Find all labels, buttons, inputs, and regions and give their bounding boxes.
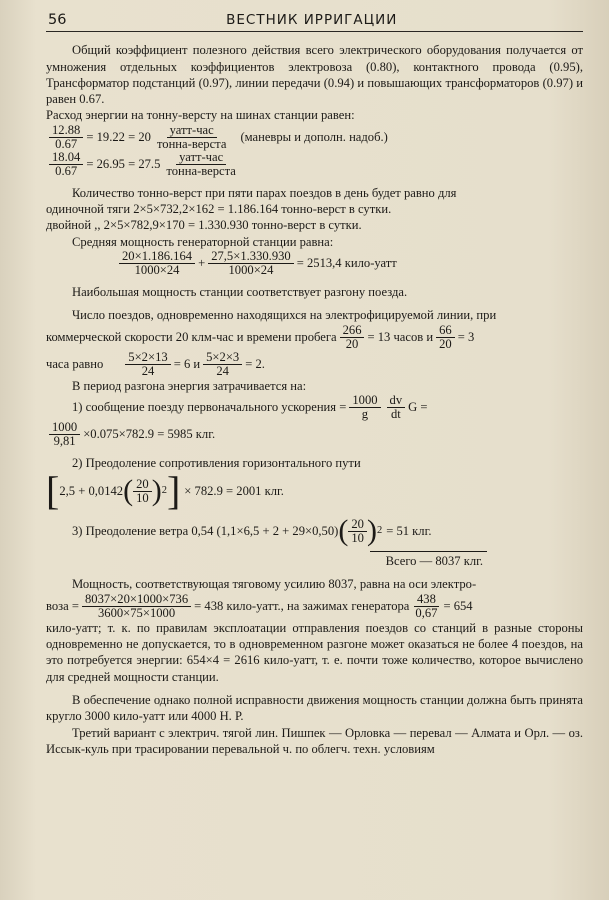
line-double-traction: двойной ,, 2×5×782,9×170 = 1.330.930 тонно-верст в сутки. <box>46 218 362 233</box>
acceleration-equation: 1) сообщение поезду первоначального ускорения = $\frac{1000}{g}$ $\frac{dv}{dt}$ G = <box>72 392 428 421</box>
acceleration-result: $\frac{1000}{9,81}$ ×0.075×782.9 = 5985 клг. <box>46 421 583 448</box>
paragraph-train-count: Число поездов, одновременно находящихся на электрофицируемой линии, при <box>72 308 497 323</box>
page-number: 56 <box>48 12 67 28</box>
paragraph-average-power: Средняя мощность генераторной станции равна: <box>72 234 334 249</box>
paragraph-power-traction: Мощность, соответствующая тяговому усилию 8037, равна на оси электро- <box>72 577 477 592</box>
line-single-traction: одиночной тяги 2×5×732,2×162 = 1.186.164 тонно-верст в сутки. <box>46 202 392 217</box>
equation-1: $\frac{12.88}{0.67}$ = 19.22 = 20 $\frac{\text{уатт-час}}{\text{тонна-верста}}$ (маневры и дополн. надоб.) <box>46 124 583 151</box>
fraction: $\frac{5\times 2\times 13}{24}$ <box>125 351 170 378</box>
equation-2: $\frac{18.04}{0.67}$ = 26.95 = 27.5 $\frac{\text{уатт-час}}{\text{тонна-верста}}$ <box>46 151 583 178</box>
header-rule <box>46 31 583 32</box>
paragraph-acceleration-energy: В период разгона энергия затрачивается на: <box>72 378 307 393</box>
train-count-line-2: часа равно $\frac{5\times 2\times 13}{24}$ = 6 и $\frac{5\times 2\times 3}{24}$ = 2. <box>46 349 265 378</box>
fraction: $\frac{20}{10}$ <box>348 518 367 545</box>
running-header <box>46 12 583 28</box>
fraction: $\frac{20}{10}$ <box>133 478 152 505</box>
fraction: $\frac{27,5\times 1.330.930}{1000\times 24}$ <box>208 250 294 277</box>
fraction: $\frac{12.88}{0.67}$ <box>49 124 83 151</box>
fraction: $\frac{dv}{dt}$ <box>387 394 406 421</box>
paragraph-kilowatts: кило-уатт; т. к. по правилам эксплоатации отправления поездов со станций в разные стороны одновременно не допускается, то в одновременном разгоне может оказаться не более 4 поездов, на это потребуется энергии: 654×4 = 2616 кило-уатт, т. е. почти тоже количество, которое вычислено для средней мощности станции. <box>46 620 583 684</box>
train-count-line-1: коммерческой скорости 20 клм-час и времени пробега $\frac{266}{20}$ = 13 часов и $\frac{66}{20}$ = 3 <box>46 322 475 351</box>
fraction: $\frac{438}{0,67}$ <box>415 591 438 620</box>
power-traction-equation: воза = $\frac{8037\times 20\times 1000\times 736}{3600\times 75\times 1000}$ = 438 кило-уатт., на зажимах генератора $\frac{438}{0,67}$ = 654 <box>46 591 473 620</box>
wind-resistance-equation: 3) Преодоление ветра 0,54 (1,1×6,5 + 2 + 29×0,50) ( $\frac{20}{10}$ ) 2 = 51 клг. <box>72 514 432 548</box>
paragraph-track-resistance: 2) Преодоление сопротивления горизонтального пути <box>72 455 361 470</box>
fraction: $\frac{\text{уатт-час}}{\text{тонна-верста}}$ <box>156 122 227 151</box>
fraction: $\frac{1000}{9,81}$ <box>49 421 80 448</box>
fraction: $\frac{66}{20}$ <box>436 324 455 351</box>
paragraph-tonne-versts: Количество тонно-верст при пяти парах поездов в день будет равно для <box>72 185 457 200</box>
fraction: $\frac{20\times 1.186.164}{1000\times 24}$ <box>119 250 195 277</box>
paragraph-max-power: Наибольшая мощность станции соответствует разгону поезда. <box>72 284 408 299</box>
fraction: $\frac{266}{20}$ <box>340 324 365 351</box>
fraction: $\frac{18.04}{0.67}$ <box>49 151 83 178</box>
fraction: $\frac{\text{уатт-час}}{\text{тонна-верста}}$ <box>166 149 236 178</box>
equation-3: $\frac{20\times 1.186.164}{1000\times 24}$ + $\frac{27,5\times 1.330.930}{1000\times 24}$ = 2513,4 кило-уатт <box>46 250 583 277</box>
total-force: Всего — 8037 клг. <box>46 551 583 569</box>
paragraph-efficiency: Общий коэффициент полезного действия всего электрического оборудования получается от умножения отдельных коэффициентов электровоза (0.80), контактного провода (0.95), Трансформатор подстанций (0.97), линии передачи (0.94) и повышающих трансформаторов (0.97) и равен 0.67. <box>46 43 583 107</box>
journal-title: ВЕСТНИК ИРРИГАЦИИ <box>226 12 398 28</box>
track-resistance-equation: [ 2,5 + 0,0142 ( $\frac{20}{10}$ ) 2 ] × 782.9 = 2001 клг. <box>46 468 284 514</box>
paragraph-energy-consumption: Расход энергии на тонну-версту на шинах станции равен: <box>46 108 355 123</box>
paragraph-third-variant: Третий вариант с электрич. тягой лин. Пишпек — Орловка — перевал — Алмата и Орл. — оз. Иссык-куль при трасировании перевальной ч. по облегч. техн. условиям <box>46 725 583 756</box>
fraction: $\frac{8037\times 20\times 1000\times 736}{3600\times 75\times 1000}$ <box>82 593 191 620</box>
fraction: $\frac{5\times 2\times 3}{24}$ <box>203 351 242 378</box>
paragraph-station-capacity: В обеспечение однако полной исправности движения мощность станции должна быть принята кругло 3000 кило-уатт или 4000 Н. Р. <box>46 692 583 724</box>
fraction: $\frac{1000}{g}$ <box>349 394 380 421</box>
